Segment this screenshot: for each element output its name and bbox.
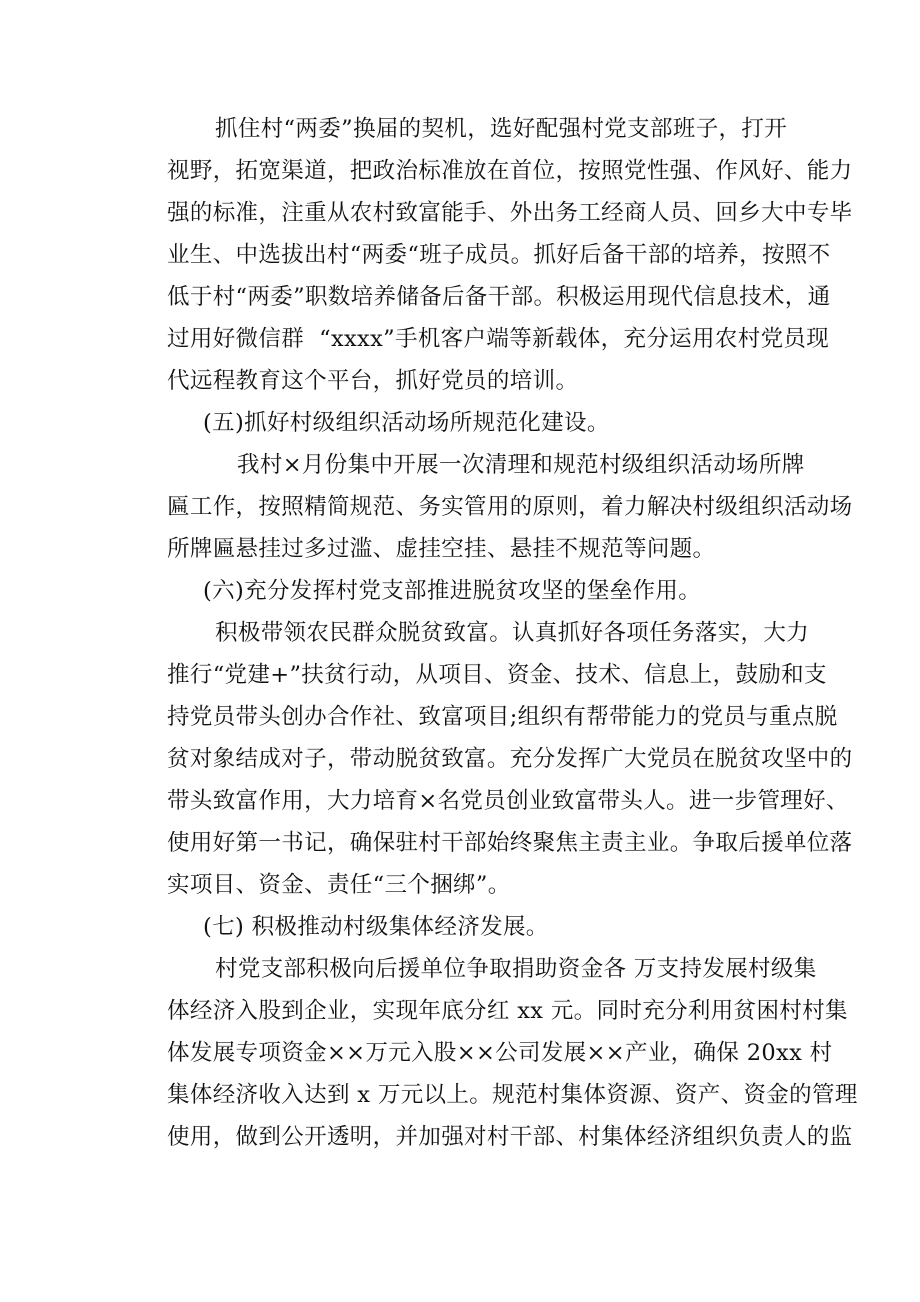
paragraph-line: 积极带领农民群众脱贫致富。认真抓好各项任务落实，大力: [215, 620, 810, 646]
paragraph-line: 业生、中选拔出村“两委“班子成员。抓好后备干部的培养，按照不: [167, 242, 831, 268]
paragraph-line: 体经济入股到企业，实现年底分红 xx 元。同时充分利用贫困村村集: [167, 998, 848, 1024]
paragraph-line: 体发展专项资金××万元入股××公司发展××产业，确保 20xx 村: [167, 1040, 833, 1066]
paragraph-line: 所牌匾悬挂过多过滥、虚挂空挂、悬挂不规范等问题。: [167, 536, 716, 562]
paragraph-line: 使用好第一书记，确保驻村干部始终聚焦主责主业。争取后援单位落: [167, 830, 853, 856]
paragraph-line: 强的标准，注重从农村致富能手、外出务工经商人员、回乡大中专毕: [167, 200, 853, 226]
paragraph-line: 使用，做到公开透明，并加强对村干部、村集体经济组织负责人的监: [167, 1124, 853, 1150]
paragraph-line: 我村×月份集中开展一次清理和规范村级组织活动场所牌: [237, 452, 805, 478]
paragraph-line: 集体经济收入达到 x 万元以上。规范村集体资源、资产、资金的管理: [167, 1082, 858, 1108]
paragraph-line: 匾工作，按照精简规范、务实管用的原则，着力解决村级组织活动场: [167, 494, 853, 520]
paragraph-line: 贫对象结成对子，带动脱贫致富。充分发挥广大党员在脱贫攻坚中的: [167, 746, 853, 772]
paragraph-line: 持党员带头创办合作社、致富项目;组织有帮带能力的党员与重点脱: [167, 704, 838, 730]
paragraph-line: 实项目、资金、责任“三个捆绑”。: [167, 872, 511, 898]
paragraph-line: 带头致富作用，大力培育×名党员创业致富带头人。进一步管理好、: [167, 788, 849, 814]
paragraph-line: 低于村“两委”职数培养储备后备干部。积极运用现代信息技术，通: [167, 284, 831, 310]
paragraph-line: 抓住村“两委”换届的契机，选好配强村党支部班子，打开: [215, 116, 788, 142]
section-heading: (七) 积极推动村级集体经济发展。: [203, 914, 549, 940]
section-heading: (六)充分发挥村党支部推进脱贫攻坚的堡垒作用。: [203, 578, 702, 604]
section-heading: (五)抓好村级组织活动场所规范化建设。: [203, 410, 610, 436]
paragraph-line: 村党支部积极向后援单位争取捐助资金各 万支持发展村级集: [215, 956, 817, 982]
paragraph-line: 过用好微信群 “xxxx”手机客户端等新载体，充分运用农村党员现: [167, 326, 830, 352]
paragraph-line: 推行“党建+”扶贫行动，从项目、资金、技术、信息上，鼓励和支: [167, 662, 827, 688]
paragraph-line: 代远程教育这个平台，抓好党员的培训。: [167, 368, 579, 394]
paragraph-line: 视野，拓宽渠道，把政治标准放在首位，按照党性强、作风好、能力: [167, 158, 853, 184]
